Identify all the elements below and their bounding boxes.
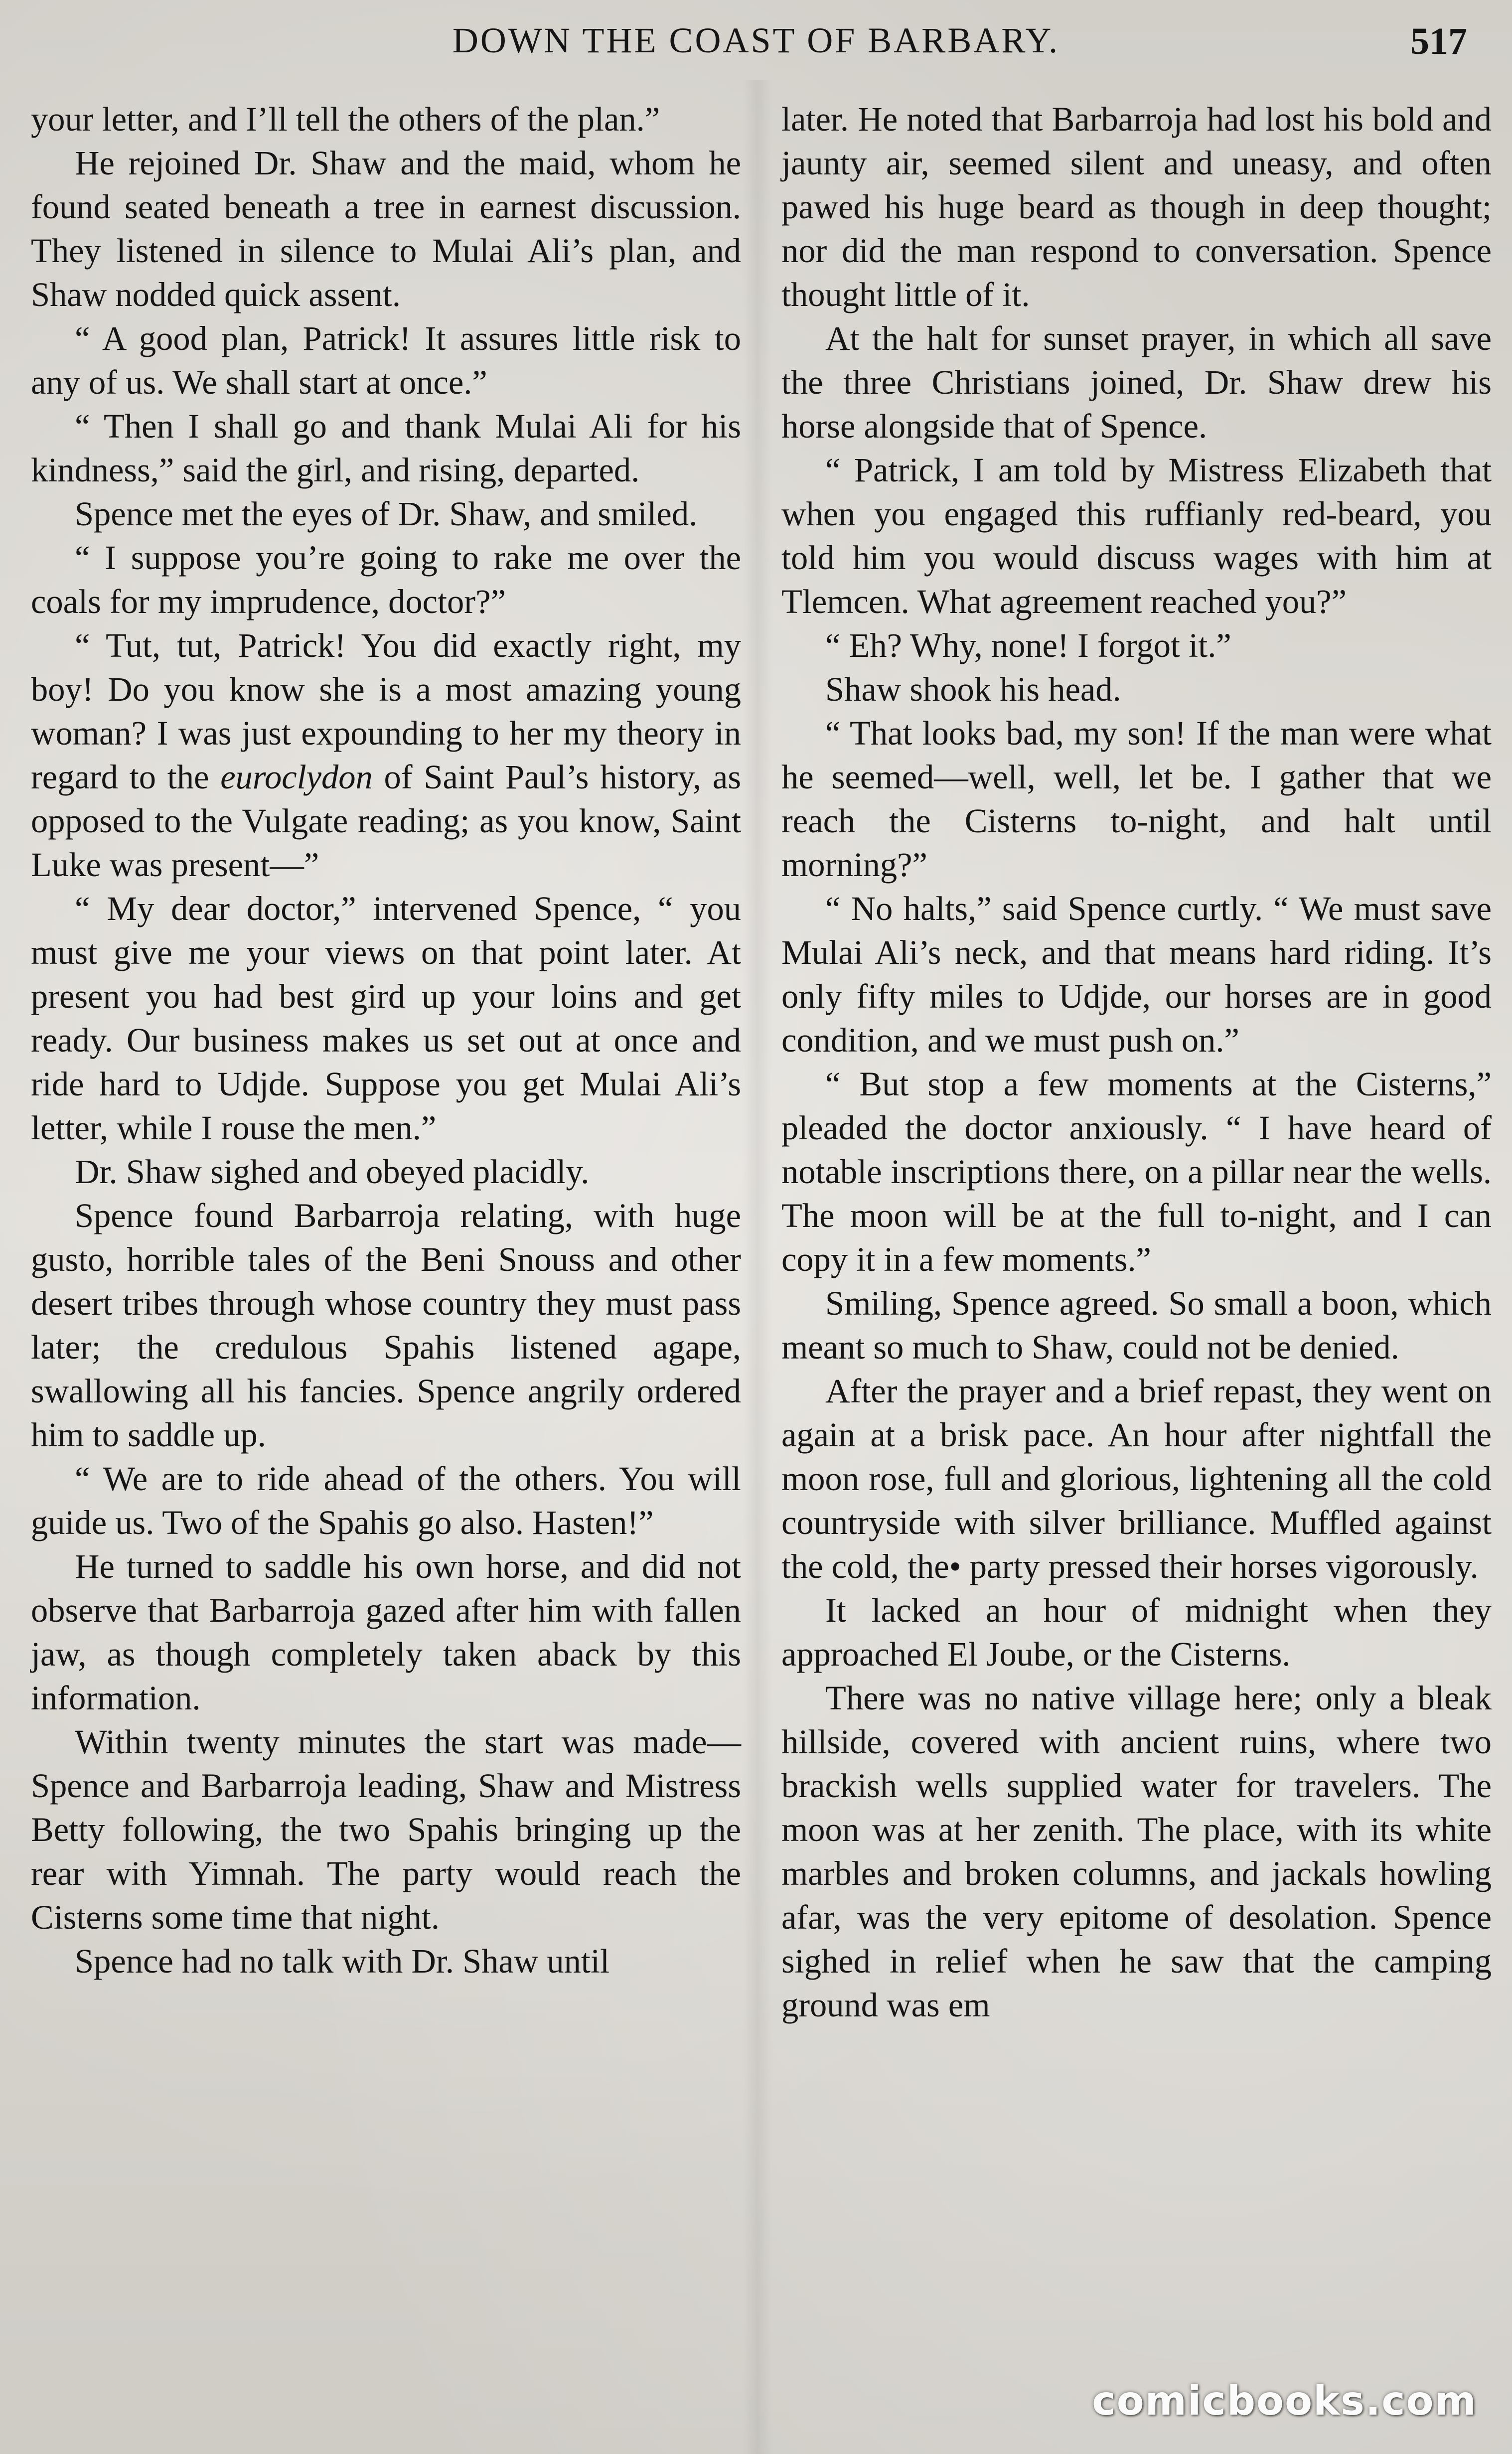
right-column	[781, 97, 1492, 2027]
running-head	[30, 15, 1482, 75]
paragraph: “ No halts,” said Spence curtly. “ We must save Mulai Ali’s neck, and that means hard riding. It’s only fifty miles to Udjde, our horses are in good condition, and we must push on.”	[781, 890, 1492, 1059]
paragraph: your letter, and I’ll tell the others of the plan.”	[31, 100, 660, 138]
paragraph: There was no native village here; only a bleak hillside, covered with ancient ruins, where two brackish wells supplied water for travelers. The moon was at her zenith. The place, with its white marbles and broken columns, and jackals howling afar, was the very epitome of desolation. Spence sighed in relief when he saw that the camping ground was em	[781, 1679, 1492, 2024]
paragraph: Smiling, Spence agreed. So small a boon, which meant so much to Shaw, could not be denied.	[781, 1284, 1492, 1366]
paragraph: “ Then I shall go and thank Mulai Ali for his kindness,” said the girl, and rising, departed.	[31, 407, 741, 489]
paragraph: Spence met the eyes of Dr. Shaw, and smiled.	[75, 495, 698, 533]
paragraph: “ A good plan, Patrick! It assures little risk to any of us. We shall start at once.”	[31, 319, 741, 401]
paragraph: He turned to saddle his own horse, and did not observe that Barbarroja gazed after him with fallen jaw, as though completely taken aback by this information.	[31, 1547, 741, 1717]
paragraph: It lacked an hour of midnight when they approached El Joube, or the Cisterns.	[781, 1591, 1492, 1673]
paragraph: Shaw shook his head.	[825, 670, 1121, 708]
page-number: 517	[1410, 20, 1467, 62]
paragraph: “ My dear doctor,” intervened Spence, “ you must give me your views on that point later. At present you had best gird up your loins and get ready. Our business makes us set out at once and ride hard to Udjde. Suppose you get Mulai Ali’s letter, while I rouse the men.”	[31, 890, 741, 1147]
left-column	[31, 97, 741, 1983]
paragraph: Dr. Shaw sighed and obeyed placidly.	[75, 1153, 590, 1191]
paragraph: “ Patrick, I am told by Mistress Elizabeth that when you engaged this ruffianly red-beard, you told him you would discuss wages with him at Tlemcen. What agreement reached you?”	[781, 451, 1492, 620]
watermark: comicbooks.com	[1092, 2378, 1477, 2424]
paragraph: After the prayer and a brief repast, they went on again at a brisk pace. An hour after nightfall the moon rose, full and glorious, lightening all the cold countryside with silver brilliance. Muffled against the cold, the• party pressed their horses vigorously.	[781, 1372, 1492, 1585]
italic-term: euroclydon	[220, 758, 373, 796]
paragraph: “ That looks bad, my son! If the man were what he seemed—well, well, let be. I gather that we reach the Cisterns to-night, and halt until morning?”	[781, 714, 1492, 884]
paragraph: later. He noted that Barbarroja had lost his bold and jaunty air, seemed silent and uneasy, and often pawed his huge beard as though in deep thought; nor did the man respond to conversation. Spence thought little of it.	[781, 100, 1492, 313]
paragraph: Within twenty minutes the start was made—Spence and Barbarroja leading, Shaw and Mistress Betty following, the two Spahis bringing up the rear with Yimnah. The party would reach the Cisterns some time that night.	[31, 1723, 741, 1936]
paragraph: “ Tut, tut, Patrick! You did exactly right, my boy! Do you know she is a most amazing young woman? I was just expounding to her my theory in regard to the euroclydon of Saint Paul’s history, as opposed to the Vulgate reading; as you know, Saint Luke was present—”	[31, 626, 741, 884]
paragraph: “ But stop a few moments at the Cisterns,” pleaded the doctor anxiously. “ I have heard of notable inscriptions there, on a pillar near the wells. The moon will be at the full to-night, and I can copy it in a few moments.”	[781, 1065, 1492, 1278]
paragraph: “ Eh? Why, none! I forgot it.”	[825, 626, 1231, 664]
paragraph: He rejoined Dr. Shaw and the maid, whom he found seated beneath a tree in earnest discussion. They listened in silence to Mulai Ali’s plan, and Shaw nodded quick assent.	[31, 144, 741, 313]
paragraph: “ I suppose you’re going to rake me over the coals for my imprudence, doctor?”	[31, 539, 741, 620]
paragraph: Spence found Barbarroja relating, with huge gusto, horrible tales of the Beni Snouss and other desert tribes through whose country they must pass later; the credulous Spahis listened agape, swallowing all his fancies. Spence angrily ordered him to saddle up.	[31, 1197, 741, 1454]
paragraph: At the halt for sunset prayer, in which all save the three Christians joined, Dr. Shaw drew his horse alongside that of Spence.	[781, 319, 1492, 445]
paragraph: “ We are to ride ahead of the others. You will guide us. Two of the Spahis go also. Hasten!”	[31, 1460, 741, 1541]
running-title: DOWN THE COAST OF BARBARY.	[452, 20, 1060, 60]
paragraph: Spence had no talk with Dr. Shaw until	[75, 1942, 610, 1980]
gutter	[743, 80, 772, 2454]
